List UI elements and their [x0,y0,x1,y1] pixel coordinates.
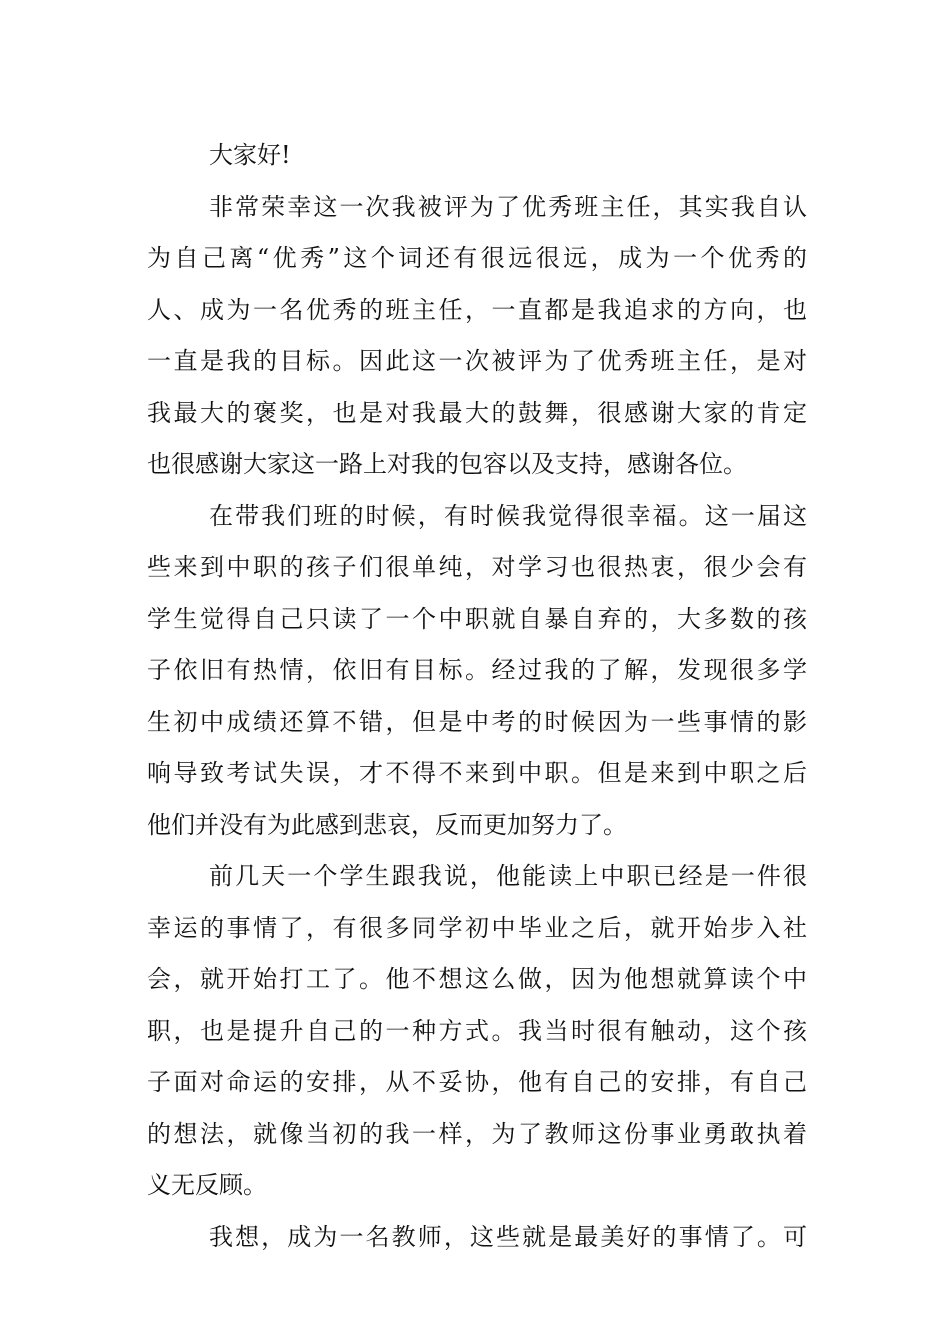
paragraph-1-line-3: 人、成为一名优秀的班主任，一直都是我追求的方向，也 [147,295,807,324]
paragraph-1-line-2: 为自己离“优秀”这个词还有很远很远，成为一个优秀的 [147,244,807,272]
paragraph-2-line-4: 子依旧有热情，依旧有目标。经过我的了解，发现很多学 [147,656,807,684]
paragraph-3-line-7: 义无反顾。 [147,1171,267,1199]
greeting-line: 大家好! [209,141,291,169]
paragraph-3-line-1: 前几天一个学生跟我说，他能读上中职已经是一件很 [209,862,807,890]
paragraph-3-line-2: 幸运的事情了，有很多同学初中毕业之后，就开始步入社 [147,913,807,942]
paragraph-2-line-6: 响导致考试失误，才不得不来到中职。但是来到中职之后 [147,759,807,787]
paragraph-1-line-5: 我最大的褒奖，也是对我最大的鼓舞，很感谢大家的肯定 [147,398,807,427]
paragraph-3-line-3: 会，就开始打工了。他不想这么做，因为他想就算读个中 [147,965,807,993]
paragraph-3-line-4: 职，也是提升自己的一种方式。我当时很有触动，这个孩 [147,1016,807,1045]
paragraph-2-line-7: 他们并没有为此感到悲哀，反而更加努力了。 [147,810,627,839]
paragraph-1-line-6: 也很感谢大家这一路上对我的包容以及支持，感谢各位。 [147,450,747,478]
paragraph-2-line-1: 在带我们班的时候，有时候我觉得很幸福。这一届这 [209,501,807,530]
paragraph-4-line-1: 我想，成为一名教师，这些就是最美好的事情了。可 [209,1222,807,1251]
paragraph-2-line-5: 生初中成绩还算不错，但是中考的时候因为一些事情的影 [147,707,807,736]
paragraph-2-line-2: 些来到中职的孩子们很单纯，对学习也很热衷，很少会有 [147,553,807,581]
paragraph-3-line-5: 子面对命运的安排，从不妥协，他有自己的安排，有自己 [147,1068,807,1096]
document-body [147,130,807,1263]
paragraph-1-line-4: 一直是我的目标。因此这一次被评为了优秀班主任，是对 [147,347,807,375]
paragraph-3-line-6: 的想法，就像当初的我一样，为了教师这份事业勇敢执着 [147,1119,807,1148]
paragraph-1-line-1: 非常荣幸这一次我被评为了优秀班主任，其实我自认 [209,192,807,221]
paragraph-2-line-3: 学生觉得自己只读了一个中职就自暴自弃的，大多数的孩 [147,604,807,633]
